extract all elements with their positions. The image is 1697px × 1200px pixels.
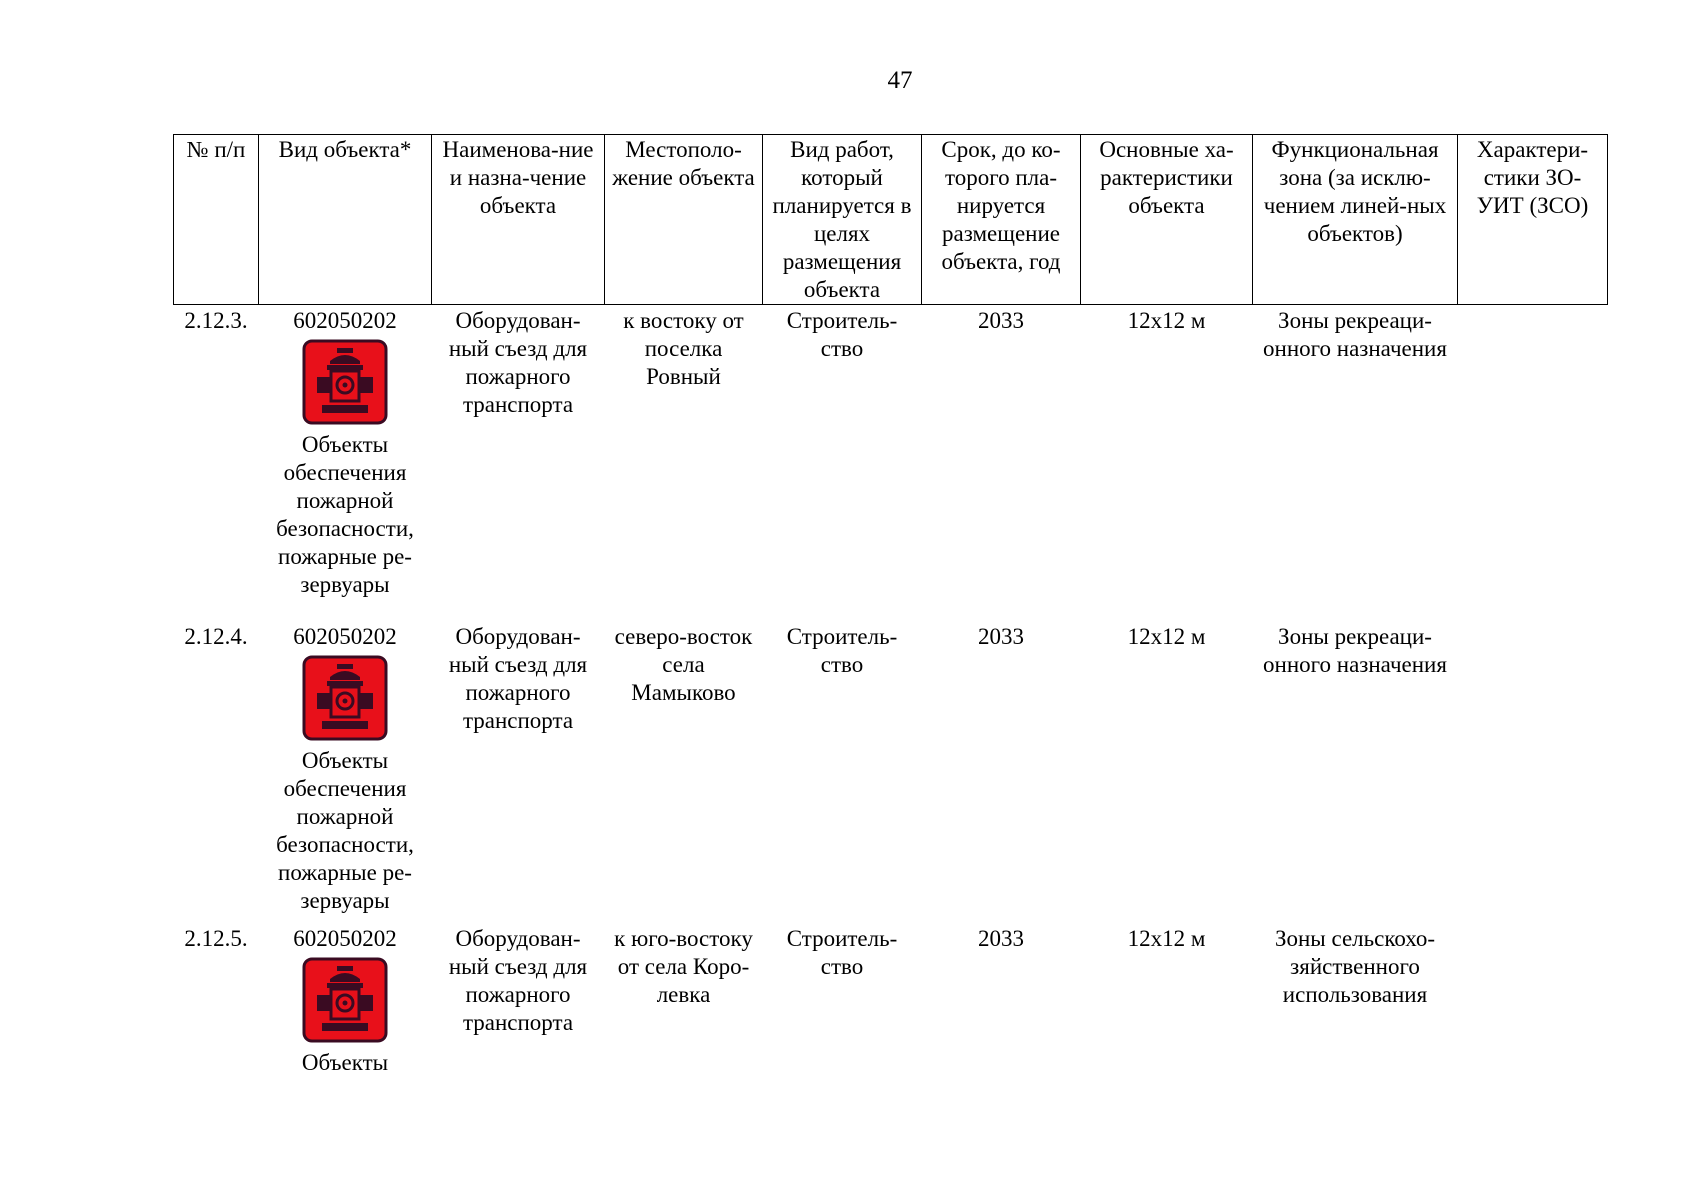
row-zone: Зоны сельскохо-зяйственного использования <box>1274 926 1436 1007</box>
row-zone: Зоны рекреаци-онного назначения <box>1263 308 1447 361</box>
header-work: Вид работ, который планируется в целях размещения объекта <box>763 135 922 305</box>
row-characteristics: 12x12 м <box>1127 926 1206 951</box>
row-kind-cell <box>259 923 432 1077</box>
row-code: 602050202 <box>293 624 397 649</box>
objects-table <box>173 134 1608 1077</box>
fire-hydrant-icon <box>302 957 388 1043</box>
row-code: 602050202 <box>293 926 397 951</box>
header-zouit: Характери-стики ЗО-УИТ (ЗСО) <box>1458 135 1608 305</box>
page-number: 47 <box>887 67 913 94</box>
row-location: северо-восток села Мамыково <box>614 624 753 705</box>
fire-hydrant-icon <box>302 655 388 741</box>
table-header-row <box>174 135 1608 305</box>
table-row <box>174 923 1608 1077</box>
row-num: 2.12.5. <box>184 926 248 951</box>
row-kind-cell <box>259 305 432 622</box>
header-location: Местополо-жение объекта <box>605 135 763 305</box>
header-name: Наименова-ние и назна-чение объекта <box>432 135 605 305</box>
row-zouit <box>1458 923 1608 1077</box>
row-num: 2.12.4. <box>184 624 248 649</box>
row-work: Строитель-ство <box>786 624 898 677</box>
row-characteristics: 12x12 м <box>1127 624 1206 649</box>
row-location: к востоку от поселка Ровный <box>623 308 744 389</box>
fire-hydrant-icon <box>302 339 388 425</box>
header-num: № п/п <box>174 135 259 305</box>
row-work: Строитель-ство <box>786 926 898 979</box>
table-row <box>174 621 1608 923</box>
header-kind: Вид объекта* <box>259 135 432 305</box>
row-zouit <box>1458 305 1608 622</box>
row-kind: Объекты <box>301 1050 389 1075</box>
row-year: 2033 <box>978 926 1024 951</box>
row-location: к юго-востоку от села Коро-левка <box>614 926 753 1007</box>
row-name: Оборудован-ный съезд для пожарного транспорта <box>448 624 588 733</box>
header-zone: Функциональная зона (за исклю-чением линей-ных объектов) <box>1253 135 1458 305</box>
row-work: Строитель-ство <box>786 308 898 361</box>
row-code: 602050202 <box>293 308 397 333</box>
table-row <box>174 305 1608 622</box>
row-name: Оборудован-ный съезд для пожарного транспорта <box>448 926 588 1035</box>
row-year: 2033 <box>978 308 1024 333</box>
header-year: Срок, до ко-торого пла-нируется размещение объекта, год <box>922 135 1081 305</box>
row-characteristics: 12x12 м <box>1127 308 1206 333</box>
row-num: 2.12.3. <box>184 308 248 333</box>
row-zone: Зоны рекреаци-онного назначения <box>1263 624 1447 677</box>
row-zouit <box>1458 621 1608 923</box>
row-kind: Объекты обеспечения пожарной безопасности, пожарные ре-зервуары <box>276 432 414 597</box>
header-characteristics: Основные ха-рактеристики объекта <box>1081 135 1253 305</box>
row-year: 2033 <box>978 624 1024 649</box>
row-name: Оборудован-ный съезд для пожарного транспорта <box>448 308 588 417</box>
row-kind: Объекты обеспечения пожарной безопасности, пожарные ре-зервуары <box>276 748 414 913</box>
row-kind-cell <box>259 621 432 923</box>
